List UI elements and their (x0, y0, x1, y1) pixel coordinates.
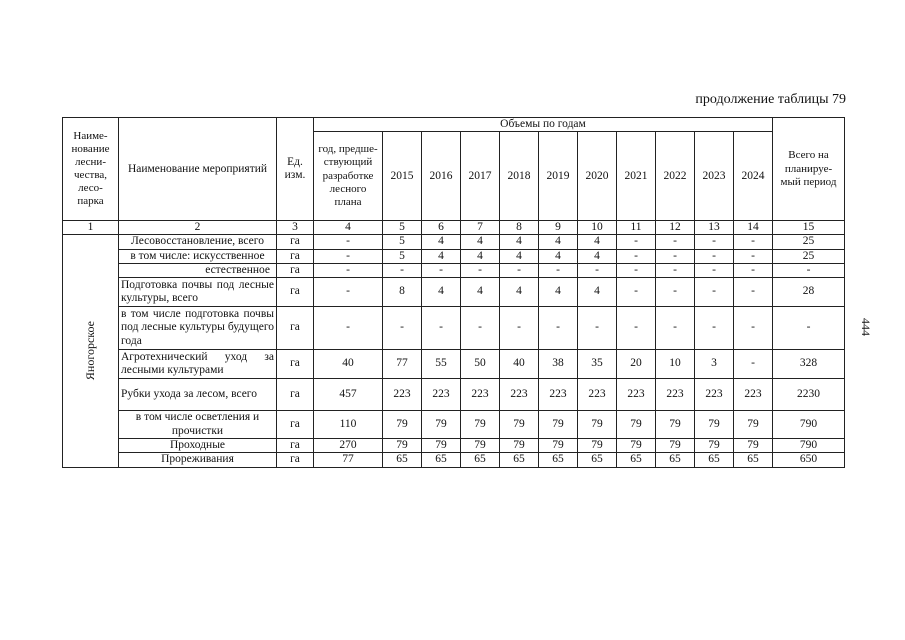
unit-cell: га (277, 249, 314, 263)
forestry-name: Яногорское (63, 235, 119, 467)
value-cell: 79 (578, 439, 617, 453)
value-cell: 79 (500, 411, 539, 439)
value-cell: 79 (734, 411, 773, 439)
value-cell: 790 (773, 411, 845, 439)
value-cell: - (617, 307, 656, 350)
unit-cell: га (277, 263, 314, 277)
value-cell: 77 (383, 350, 422, 379)
table-row (63, 307, 845, 350)
value-cell: 328 (773, 350, 845, 379)
measure-name: в том числе подготовка почвы под лесные культуры будущего года (119, 307, 277, 350)
header-year: 2019 (539, 132, 578, 221)
header-year: 2024 (734, 132, 773, 221)
value-cell: - (734, 350, 773, 379)
value-cell: - (617, 263, 656, 277)
value-cell: - (773, 307, 845, 350)
col-number: 4 (314, 221, 383, 235)
value-cell: 223 (383, 379, 422, 411)
value-cell: - (734, 307, 773, 350)
value-cell: 4 (461, 235, 500, 249)
table-row (63, 263, 845, 277)
value-cell: - (734, 235, 773, 249)
header-prev-year: год, предше-ствующий разработке лесного плана (314, 132, 383, 221)
col-number: 3 (277, 221, 314, 235)
value-cell: 457 (314, 379, 383, 411)
value-cell: 4 (461, 249, 500, 263)
value-cell: 79 (695, 439, 734, 453)
value-cell: 3 (695, 350, 734, 379)
value-cell: - (617, 249, 656, 263)
value-cell: - (578, 263, 617, 277)
value-cell: 65 (578, 453, 617, 467)
col-number: 12 (656, 221, 695, 235)
unit-cell: га (277, 411, 314, 439)
value-cell: - (695, 263, 734, 277)
value-cell: 65 (656, 453, 695, 467)
table-row (63, 453, 845, 467)
value-cell: - (695, 307, 734, 350)
value-cell: - (383, 263, 422, 277)
col-number: 11 (617, 221, 656, 235)
header-year: 2015 (383, 132, 422, 221)
value-cell: 25 (773, 235, 845, 249)
value-cell: 223 (656, 379, 695, 411)
value-cell: 65 (461, 453, 500, 467)
value-cell: - (695, 249, 734, 263)
value-cell: - (500, 307, 539, 350)
table-row (63, 278, 845, 307)
value-cell: 4 (422, 249, 461, 263)
value-cell: 79 (656, 411, 695, 439)
measure-name: Подготовка почвы под лесные культуры, всего (119, 278, 277, 307)
value-cell: 79 (383, 411, 422, 439)
forestry-measures-table (62, 117, 845, 468)
unit-cell: га (277, 439, 314, 453)
col-number: 5 (383, 221, 422, 235)
value-cell: 5 (383, 249, 422, 263)
header-volumes-group: Объемы по годам (314, 118, 773, 132)
value-cell: 4 (500, 235, 539, 249)
value-cell: - (461, 263, 500, 277)
value-cell: 20 (617, 350, 656, 379)
header-year: 2020 (578, 132, 617, 221)
value-cell: 79 (617, 439, 656, 453)
header-year: 2016 (422, 132, 461, 221)
value-cell: 65 (383, 453, 422, 467)
unit-cell: га (277, 235, 314, 249)
unit-cell: га (277, 278, 314, 307)
value-cell: - (617, 278, 656, 307)
col-number: 15 (773, 221, 845, 235)
col-number: 7 (461, 221, 500, 235)
header-year: 2021 (617, 132, 656, 221)
value-cell: 4 (461, 278, 500, 307)
value-cell: 79 (539, 411, 578, 439)
value-cell: - (656, 278, 695, 307)
value-cell: 79 (383, 439, 422, 453)
value-cell: 223 (617, 379, 656, 411)
unit-cell: га (277, 350, 314, 379)
measure-name: Рубки ухода за лесом, всего (119, 379, 277, 411)
value-cell: 40 (314, 350, 383, 379)
value-cell: - (734, 249, 773, 263)
value-cell: - (656, 235, 695, 249)
unit-cell: га (277, 307, 314, 350)
continuation-title: продолжение таблицы 79 (695, 92, 846, 107)
col-number: 8 (500, 221, 539, 235)
header-year: 2023 (695, 132, 734, 221)
value-cell: 65 (617, 453, 656, 467)
value-cell: 65 (500, 453, 539, 467)
value-cell: - (314, 249, 383, 263)
value-cell: 8 (383, 278, 422, 307)
header-year: 2022 (656, 132, 695, 221)
value-cell: 79 (617, 411, 656, 439)
value-cell: - (773, 263, 845, 277)
value-cell: 79 (422, 439, 461, 453)
value-cell: - (656, 263, 695, 277)
value-cell: 77 (314, 453, 383, 467)
measure-name: в том числе осветления и прочистки (119, 411, 277, 439)
value-cell: 5 (383, 235, 422, 249)
value-cell: 270 (314, 439, 383, 453)
measure-name: естественное (119, 263, 277, 277)
value-cell: 4 (539, 235, 578, 249)
value-cell: 65 (695, 453, 734, 467)
value-cell: 79 (461, 411, 500, 439)
value-cell: 2230 (773, 379, 845, 411)
col-number: 14 (734, 221, 773, 235)
value-cell: 65 (539, 453, 578, 467)
value-cell: 40 (500, 350, 539, 379)
value-cell: 4 (422, 278, 461, 307)
value-cell: 10 (656, 350, 695, 379)
header-total: Всего на планируе-мый период (773, 118, 845, 221)
value-cell: 4 (422, 235, 461, 249)
value-cell: - (539, 307, 578, 350)
value-cell: 79 (422, 411, 461, 439)
header-forestry: Наиме-нование лесни-чества, лесо-парка (63, 118, 119, 221)
value-cell: 79 (578, 411, 617, 439)
value-cell: - (500, 263, 539, 277)
value-cell: - (695, 278, 734, 307)
value-cell: 4 (539, 249, 578, 263)
value-cell: 110 (314, 411, 383, 439)
header-unit: Ед. изм. (277, 118, 314, 221)
value-cell: 35 (578, 350, 617, 379)
value-cell: 50 (461, 350, 500, 379)
value-cell: - (734, 263, 773, 277)
value-cell: - (422, 263, 461, 277)
col-number: 6 (422, 221, 461, 235)
value-cell: - (617, 235, 656, 249)
unit-cell: га (277, 453, 314, 467)
value-cell: 223 (461, 379, 500, 411)
unit-cell: га (277, 379, 314, 411)
value-cell: - (314, 235, 383, 249)
value-cell: - (539, 263, 578, 277)
value-cell: - (314, 263, 383, 277)
value-cell: - (656, 307, 695, 350)
header-measure: Наименование мероприятий (119, 118, 277, 221)
table-row (63, 350, 845, 379)
value-cell: 4 (578, 278, 617, 307)
value-cell: 4 (500, 278, 539, 307)
header-row-1 (63, 118, 845, 132)
value-cell: 650 (773, 453, 845, 467)
col-number: 9 (539, 221, 578, 235)
value-cell: 79 (695, 411, 734, 439)
value-cell: 4 (578, 249, 617, 263)
value-cell: 4 (578, 235, 617, 249)
measure-name: в том числе: искусственное (119, 249, 277, 263)
table-row (63, 411, 845, 439)
header-year: 2017 (461, 132, 500, 221)
value-cell: 25 (773, 249, 845, 263)
value-cell: 79 (656, 439, 695, 453)
table-row (63, 379, 845, 411)
value-cell: 79 (539, 439, 578, 453)
value-cell: 79 (734, 439, 773, 453)
value-cell: - (314, 307, 383, 350)
value-cell: 38 (539, 350, 578, 379)
value-cell: 223 (578, 379, 617, 411)
col-number: 13 (695, 221, 734, 235)
col-number: 10 (578, 221, 617, 235)
value-cell: - (422, 307, 461, 350)
table-row (63, 439, 845, 453)
value-cell: 223 (422, 379, 461, 411)
value-cell: 55 (422, 350, 461, 379)
value-cell: 4 (539, 278, 578, 307)
value-cell: - (383, 307, 422, 350)
value-cell: 223 (734, 379, 773, 411)
value-cell: 223 (539, 379, 578, 411)
value-cell: 4 (500, 249, 539, 263)
value-cell: - (734, 278, 773, 307)
column-numbers-row (63, 221, 845, 235)
table-row (63, 235, 845, 249)
header-year: 2018 (500, 132, 539, 221)
value-cell: 79 (461, 439, 500, 453)
value-cell: 790 (773, 439, 845, 453)
measure-name: Проходные (119, 439, 277, 453)
value-cell: - (461, 307, 500, 350)
value-cell: 223 (695, 379, 734, 411)
measure-name: Лесовосстановление, всего (119, 235, 277, 249)
value-cell: 65 (734, 453, 773, 467)
measure-name: Агротехнический уход за лесными культурами (119, 350, 277, 379)
page-number: 444 (859, 318, 873, 336)
table-row (63, 249, 845, 263)
measure-name: Прореживания (119, 453, 277, 467)
value-cell: - (656, 249, 695, 263)
value-cell: - (314, 278, 383, 307)
value-cell: 28 (773, 278, 845, 307)
value-cell: 79 (500, 439, 539, 453)
value-cell: 65 (422, 453, 461, 467)
value-cell: 223 (500, 379, 539, 411)
value-cell: - (578, 307, 617, 350)
col-number: 1 (63, 221, 119, 235)
value-cell: - (695, 235, 734, 249)
col-number: 2 (119, 221, 277, 235)
